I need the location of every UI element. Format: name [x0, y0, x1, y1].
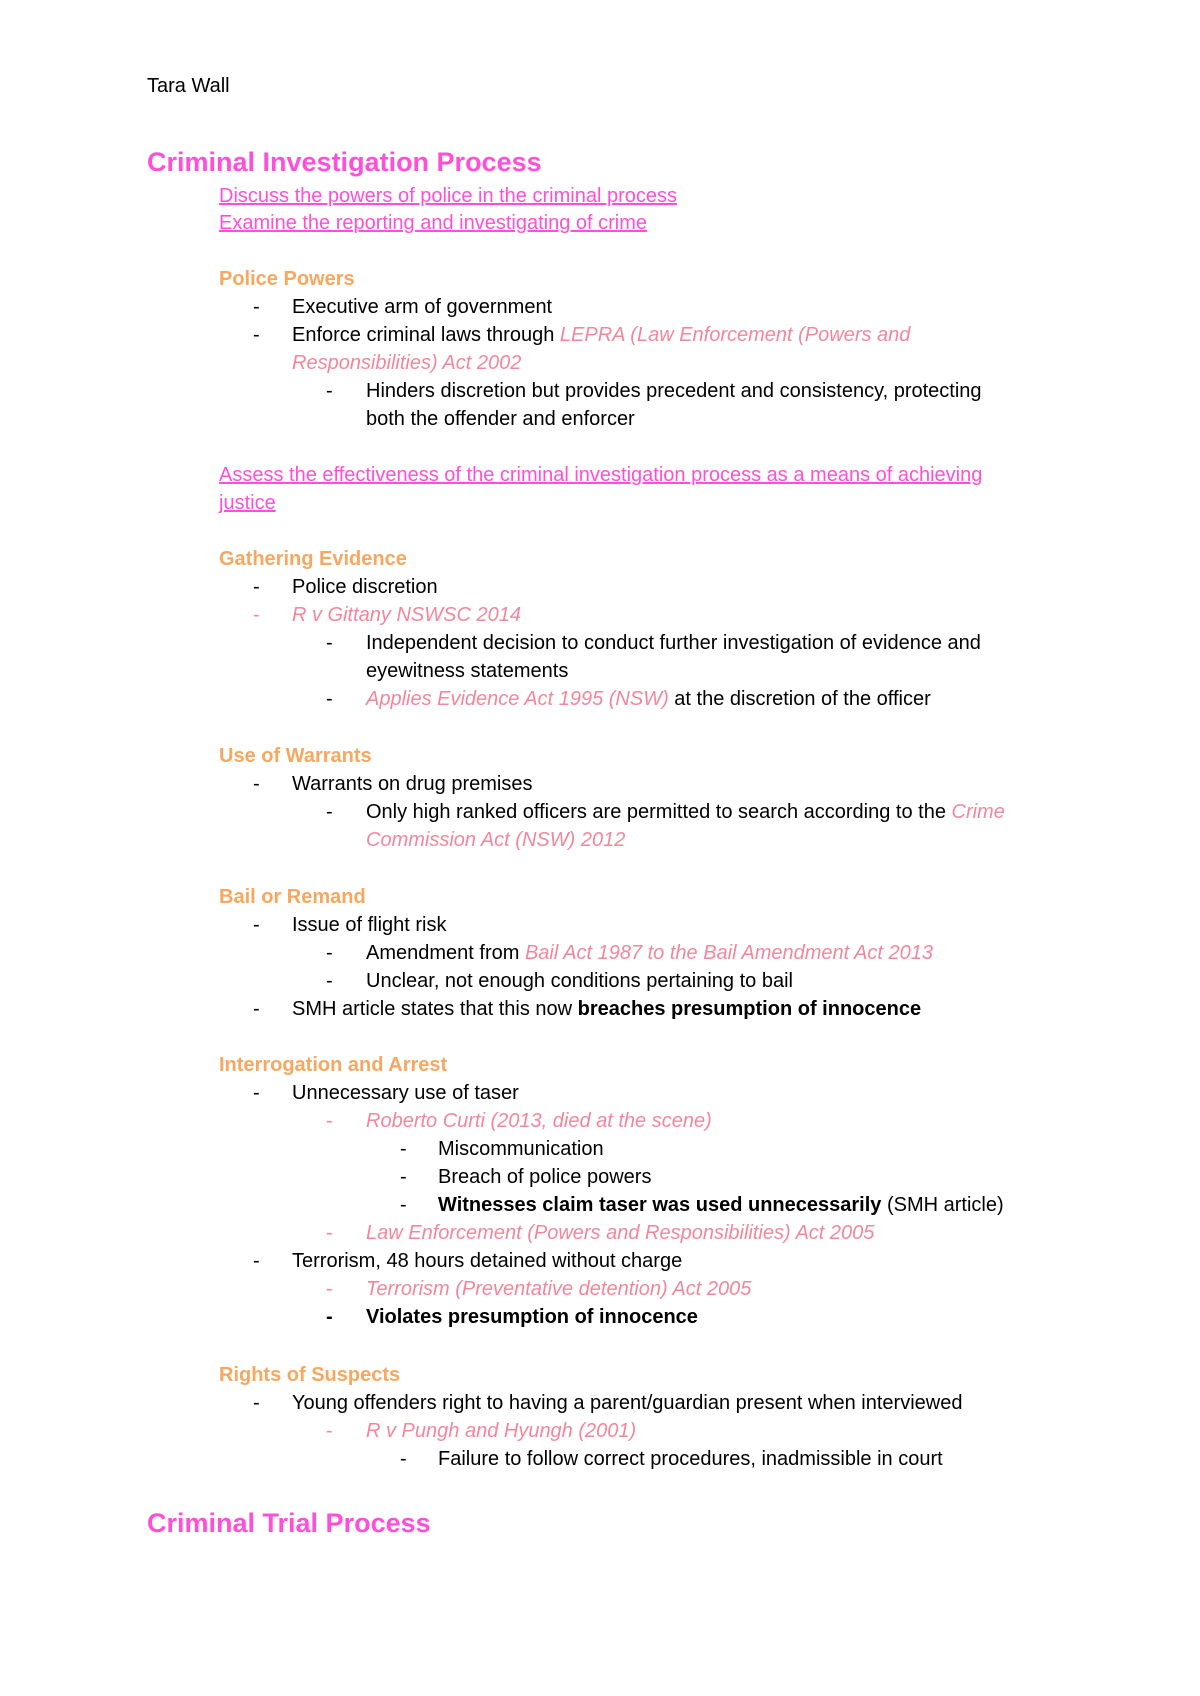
- heading-bail-or-remand: Bail or Remand: [219, 886, 366, 908]
- interrogation-subsub-miscommunication: Miscommunication: [438, 1138, 604, 1160]
- bail-item-smh: [292, 996, 921, 1022]
- evidence-act-reference: Applies Evidence Act 1995 (NSW): [366, 688, 669, 710]
- interrogation-sub-violates: Violates presumption of innocence: [366, 1306, 698, 1328]
- bullet-dash: -: [253, 576, 260, 598]
- bail-sub-amendment: [366, 940, 933, 966]
- section-title-trial: Criminal Trial Process: [147, 1508, 431, 1538]
- interrogation-subsub-witnesses: [438, 1192, 1004, 1218]
- rights-subsub-failure: Failure to follow correct procedures, inadmissible in court: [438, 1448, 943, 1470]
- aim-examine-reporting: Examine the reporting and investigating of crime: [219, 212, 648, 234]
- evidence-item-discretion: Police discretion: [292, 576, 438, 598]
- bullet-dash: -: [253, 1250, 260, 1272]
- crime-commission-reference-continued: Commission Act (NSW) 2012: [366, 829, 626, 851]
- bail-sub-unclear: Unclear, not enough conditions pertaining to bail: [366, 970, 793, 992]
- smh-text: SMH article states that this now: [292, 998, 578, 1020]
- bullet-dash: -: [326, 1306, 333, 1328]
- bullet-dash: -: [400, 1166, 407, 1188]
- lepra-reference: LEPRA (Law Enforcement (Powers and: [559, 324, 911, 346]
- evidence-sub-independent: Independent decision to conduct further investigation of evidence and: [366, 632, 981, 654]
- police-powers-sub-hinders-continued: both the offender and enforcer: [366, 408, 635, 430]
- bullet-dash: -: [253, 1392, 260, 1414]
- heading-police-powers: Police Powers: [219, 268, 355, 290]
- bullet-dash: -: [326, 801, 333, 823]
- witnesses-bold-text: Witnesses claim taser was used unnecessarily: [438, 1194, 882, 1216]
- terrorism-act-reference: Terrorism (Preventative detention) Act 2005: [366, 1278, 752, 1300]
- bail-item-flight-risk: Issue of flight risk: [292, 914, 447, 936]
- police-powers-sub-hinders: Hinders discretion but provides precedent and consistency, protecting: [366, 380, 982, 402]
- warrants-sub-officers: [366, 799, 1005, 825]
- bullet-dash: -: [326, 1110, 333, 1132]
- bail-act-reference: Bail Act 1987 to the Bail Amendment Act 2013: [524, 942, 933, 964]
- lepra-reference-continued: Responsibilities) Act 2002: [292, 352, 522, 374]
- interrogation-item-taser: Unnecessary use of taser: [292, 1082, 519, 1104]
- bullet-dash: -: [400, 1448, 407, 1470]
- bullet-dash: -: [253, 1082, 260, 1104]
- bullet-dash: -: [326, 688, 333, 710]
- interrogation-subsub-breach: Breach of police powers: [438, 1166, 652, 1188]
- warrants-sub-text: Only high ranked officers are permitted to search according to the: [366, 801, 952, 823]
- bullet-dash: -: [253, 604, 260, 626]
- bullet-dash: -: [326, 1222, 333, 1244]
- aim-discuss-powers: Discuss the powers of police in the criminal process: [219, 185, 677, 207]
- bullet-dash: -: [253, 296, 260, 318]
- heading-rights-of-suspects: Rights of Suspects: [219, 1364, 401, 1386]
- bullet-dash: -: [400, 1194, 407, 1216]
- rights-item-young-offenders: Young offenders right to having a parent/guardian present when interviewed: [292, 1392, 963, 1414]
- evidence-sub-independent-continued: eyewitness statements: [366, 660, 569, 682]
- police-powers-item-enforce: [292, 322, 910, 348]
- heading-interrogation-and-arrest: Interrogation and Arrest: [219, 1054, 448, 1076]
- smh-bold-text: breaches presumption of innocence: [577, 998, 922, 1020]
- author-name: Tara Wall: [147, 75, 230, 97]
- police-powers-item-executive: Executive arm of government: [292, 296, 553, 318]
- heading-gathering-evidence: Gathering Evidence: [219, 548, 407, 570]
- bullet-dash: -: [326, 632, 333, 654]
- bullet-dash: -: [326, 1420, 333, 1442]
- bullet-dash: -: [400, 1138, 407, 1160]
- aim-assess-effectiveness: Assess the effectiveness of the criminal investigation process as a means of achieving: [219, 464, 983, 486]
- bullet-dash: -: [326, 1278, 333, 1300]
- interrogation-item-terrorism: Terrorism, 48 hours detained without charge: [292, 1250, 683, 1272]
- evidence-sub-applies: [366, 686, 931, 712]
- bullet-dash: -: [253, 324, 260, 346]
- amendment-text: Amendment from: [366, 942, 525, 964]
- bullet-dash: -: [326, 942, 333, 964]
- pungh-reference: R v Pungh and Hyungh (2001): [366, 1420, 637, 1442]
- bullet-dash: -: [253, 998, 260, 1020]
- bullet-dash: -: [326, 380, 333, 402]
- heading-use-of-warrants: Use of Warrants: [219, 745, 372, 767]
- bullet-dash: -: [253, 773, 260, 795]
- curti-reference: Roberto Curti (2013, died at the scene): [366, 1110, 712, 1132]
- lepra-2005-reference: Law Enforcement (Powers and Responsibilities) Act 2005: [366, 1222, 875, 1244]
- evidence-act-text: at the discretion of the officer: [668, 688, 931, 710]
- witnesses-text: (SMH article): [881, 1194, 1004, 1216]
- section-title-investigation: Criminal Investigation Process: [147, 147, 542, 177]
- gittany-reference: R v Gittany NSWSC 2014: [292, 604, 521, 626]
- crime-commission-reference: Crime: [951, 801, 1005, 823]
- aim-assess-effectiveness-continued: justice: [219, 492, 276, 514]
- bullet-dash: -: [326, 970, 333, 992]
- warrants-item-drug-premises: Warrants on drug premises: [292, 773, 533, 795]
- bullet-dash: -: [253, 914, 260, 936]
- enforce-text: Enforce criminal laws through: [292, 324, 560, 346]
